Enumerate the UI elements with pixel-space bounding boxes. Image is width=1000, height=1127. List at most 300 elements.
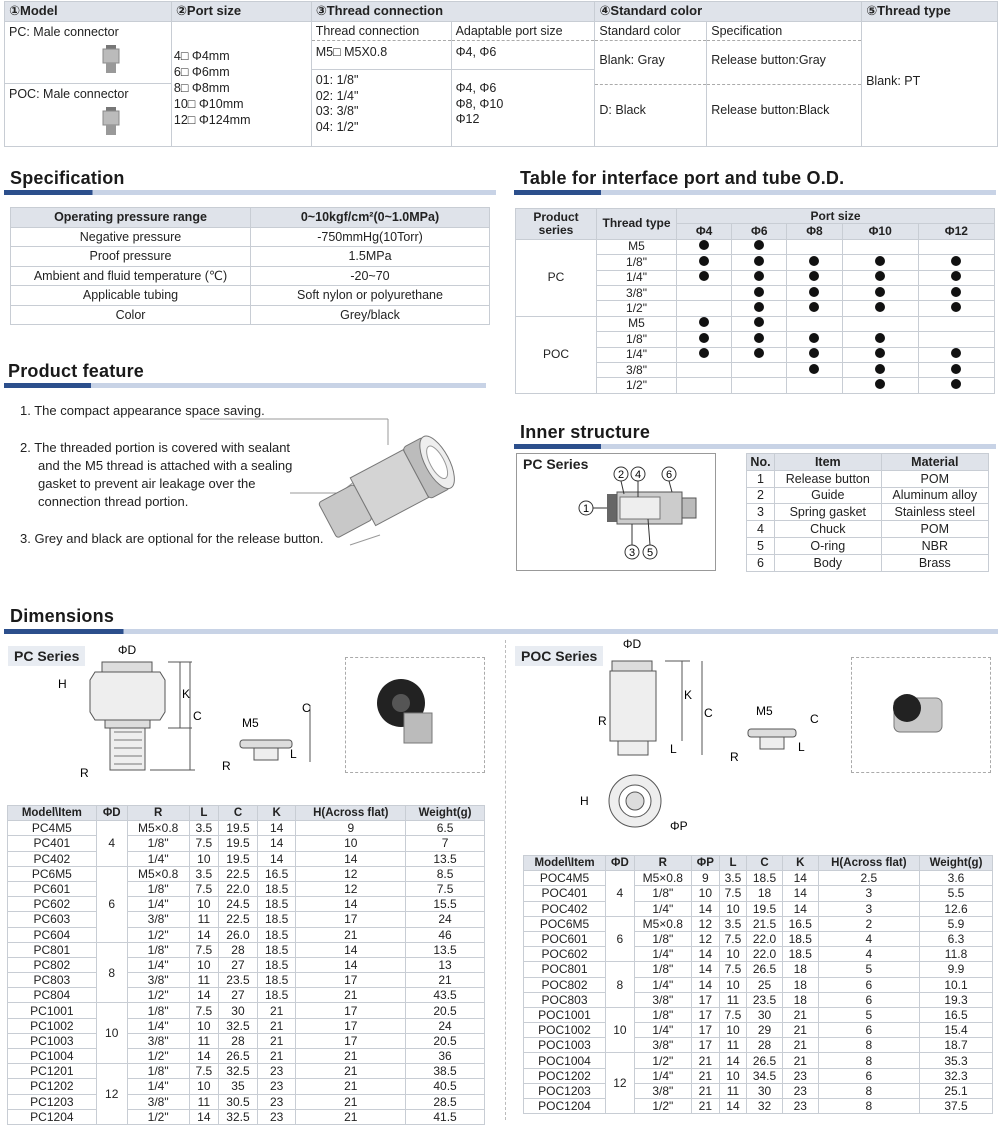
inner-cell: NBR <box>881 537 988 554</box>
compat-cell <box>787 255 842 270</box>
release-black: Release button:Black <box>711 103 830 117</box>
compat-cell <box>732 270 787 285</box>
series-label: PC Series <box>523 456 589 472</box>
compat-cell <box>677 239 732 254</box>
available-dot-icon <box>875 364 885 374</box>
thread-item: 04: 1/2" <box>315 119 359 134</box>
table-row <box>747 487 989 504</box>
dim-cell: 30 <box>747 1083 783 1098</box>
dim-cell: 17 <box>691 992 719 1007</box>
table-row <box>516 239 995 254</box>
dim-cell: 21 <box>691 1068 719 1083</box>
dim-label-k: K <box>182 687 191 701</box>
dim-cell: 6 <box>818 977 919 992</box>
model-cell: POC1003 <box>524 1038 606 1053</box>
dim-header: H(Across flat) <box>296 806 406 821</box>
model-cell: PC604 <box>8 927 97 942</box>
dim-cell: 3.5 <box>719 871 746 886</box>
inner-cell: 4 <box>747 521 775 538</box>
male-connector-icon <box>97 45 125 75</box>
dim-cell: 7.5 <box>189 1064 219 1079</box>
dim-cell: 2 <box>818 916 919 931</box>
compat-cell <box>732 316 787 331</box>
table-row <box>524 871 993 886</box>
material-header: Material <box>881 454 988 471</box>
available-dot-icon <box>754 333 764 343</box>
compat-cell <box>787 301 842 316</box>
inner-cell: Guide <box>775 487 882 504</box>
dim-cell: 10 <box>189 957 219 972</box>
m5-label-l: L <box>290 747 297 761</box>
compat-cell <box>732 285 787 300</box>
model-cell: PC1203 <box>8 1094 97 1109</box>
port-size-col: Φ4 <box>677 224 732 239</box>
port-size-item: 12□ Φ124mm <box>173 113 251 127</box>
dim-cell: 24 <box>406 912 485 927</box>
adaptable-sub-header: Adaptable port size <box>452 22 595 41</box>
dim-cell: 17 <box>296 973 406 988</box>
dim-cell: 10 <box>691 886 719 901</box>
specification-title: Specification <box>10 168 125 188</box>
table-row <box>8 1094 485 1109</box>
table-row <box>11 227 490 247</box>
dim-cell: 28 <box>219 1033 258 1048</box>
dim-cell: 7.5 <box>189 836 219 851</box>
dim-cell: 14 <box>296 897 406 912</box>
dim-cell: 14 <box>189 927 219 942</box>
table-row <box>524 1053 993 1068</box>
dim-cell: 14 <box>719 1099 746 1114</box>
thread-connection-header: ③Thread connection <box>311 2 595 22</box>
thread-type-header: ⑤Thread type <box>862 2 998 22</box>
compat-cell <box>787 239 842 254</box>
dim-cell: 3/8" <box>634 992 691 1007</box>
dim-cell: 1/4" <box>634 947 691 962</box>
poc-label-p: ΦP <box>670 819 688 833</box>
compat-cell <box>918 285 994 300</box>
port-table-title: Table for interface port and tube O.D. <box>520 168 845 188</box>
table-row <box>524 962 993 977</box>
dim-cell: 7.5 <box>719 886 746 901</box>
available-dot-icon <box>809 302 819 312</box>
dim-header: R <box>127 806 189 821</box>
m5-ports: Φ4, Φ6 <box>452 41 595 70</box>
dim-cell: 21 <box>406 973 485 988</box>
inner-cell: Brass <box>881 554 988 571</box>
thread-sub-header: Thread connection <box>312 22 451 41</box>
dim-cell: 32 <box>747 1099 783 1114</box>
compat-cell <box>918 270 994 285</box>
compat-cell <box>842 270 918 285</box>
inner-cell: Aluminum alloy <box>881 487 988 504</box>
available-dot-icon <box>809 348 819 358</box>
dim-cell: 7.5 <box>189 881 219 896</box>
available-dot-icon <box>754 256 764 266</box>
table-row <box>524 916 993 931</box>
pc-photo-icon <box>346 658 484 772</box>
dim-cell: 21.5 <box>747 916 783 931</box>
pc-photo <box>345 657 485 773</box>
section-bar <box>514 190 996 195</box>
compat-cell <box>842 378 918 393</box>
inner-cell: Release button <box>775 470 882 487</box>
spec-head-value: 0~10kgf/cm²(0~1.0MPa) <box>251 208 490 228</box>
compat-cell <box>918 301 994 316</box>
dim-header: C <box>747 856 783 871</box>
dim-label-d: ΦD <box>117 643 137 657</box>
dim-cell: 7 <box>406 836 485 851</box>
dim-cell: 14 <box>782 886 818 901</box>
dim-cell: 3.6 <box>920 871 993 886</box>
dim-cell: 10 <box>719 947 746 962</box>
available-dot-icon <box>754 240 764 250</box>
compat-cell <box>842 301 918 316</box>
pc-series-label: PC Series <box>8 646 85 666</box>
table-row <box>8 988 485 1003</box>
port-size-cell <box>171 22 311 147</box>
compat-cell <box>918 332 994 347</box>
spec-head-label: Operating pressure range <box>11 208 251 228</box>
dim-cell: 1/2" <box>127 988 189 1003</box>
dim-cell: 18.5 <box>257 973 296 988</box>
dim-cell: 9 <box>691 871 719 886</box>
dim-cell: 1/8" <box>127 881 189 896</box>
dim-cell: 17 <box>296 1018 406 1033</box>
model-cell: PC1004 <box>8 1049 97 1064</box>
inner-cell: Chuck <box>775 521 882 538</box>
release-gray: Release button:Gray <box>707 41 861 85</box>
dim-cell: 8 <box>818 1038 919 1053</box>
color-black: D: Black <box>599 103 646 117</box>
dim-cell: 12.6 <box>920 901 993 916</box>
dim-cell: 7.5 <box>189 942 219 957</box>
dim-cell: 18 <box>747 886 783 901</box>
dim-cell: 5 <box>818 962 919 977</box>
compat-cell <box>732 362 787 377</box>
dim-cell: 10 <box>189 1018 219 1033</box>
available-dot-icon <box>809 271 819 281</box>
poc-label-r: R <box>598 714 607 728</box>
dim-cell: 7.5 <box>719 1007 746 1022</box>
dim-cell: 14 <box>782 901 818 916</box>
dim-cell: 11 <box>719 1038 746 1053</box>
dim-cell: 17 <box>691 1038 719 1053</box>
dim-cell: M5×0.8 <box>634 871 691 886</box>
dim-cell: 23 <box>257 1094 296 1109</box>
dim-cell: 13.5 <box>406 942 485 957</box>
dim-cell: 10 <box>719 901 746 916</box>
dim-cell: 34.5 <box>747 1068 783 1083</box>
dim-cell: 11 <box>719 992 746 1007</box>
dim-cell: 6 <box>818 1068 919 1083</box>
dim-cell: 14 <box>257 851 296 866</box>
model-cell: PC1001 <box>8 1003 97 1018</box>
dim-cell: 32.5 <box>219 1109 258 1124</box>
compat-cell <box>677 301 732 316</box>
dim-cell: 19.5 <box>219 821 258 836</box>
dim-header: ΦD <box>96 806 127 821</box>
dim-cell: 1/4" <box>634 901 691 916</box>
model-cell: POC1001 <box>524 1007 606 1022</box>
inner-cell: 2 <box>747 487 775 504</box>
dim-cell: 37.5 <box>920 1099 993 1114</box>
dim-cell: 1/8" <box>634 962 691 977</box>
model-cell: PC1204 <box>8 1109 97 1124</box>
dim-cell: 18.5 <box>257 927 296 942</box>
dim-cell: 1/8" <box>127 1064 189 1079</box>
dim-cell: 10 <box>719 1023 746 1038</box>
inner-cell: 3 <box>747 504 775 521</box>
dim-cell: 38.5 <box>406 1064 485 1079</box>
table-row <box>524 901 993 916</box>
thread-m5: M5□ M5X0.8 <box>312 41 451 70</box>
spec-value: Grey/black <box>251 305 490 325</box>
available-dot-icon <box>809 256 819 266</box>
dim-cell: 25 <box>747 977 783 992</box>
thread-type-cell: 1/8" <box>597 332 677 347</box>
spec-label: Applicable tubing <box>11 286 251 306</box>
poc-label-h: H <box>580 794 589 808</box>
table-row <box>747 521 989 538</box>
inner-cell: POM <box>881 521 988 538</box>
available-dot-icon <box>875 379 885 389</box>
dim-cell: 18.5 <box>257 957 296 972</box>
model-cell: POC602 <box>524 947 606 962</box>
port-series-header: Product series <box>516 209 597 240</box>
inner-cell: 5 <box>747 537 775 554</box>
dim-cell: 1/4" <box>127 1079 189 1094</box>
available-dot-icon <box>754 287 764 297</box>
available-dot-icon <box>951 379 961 389</box>
table-row <box>11 286 490 306</box>
dim-cell: 17 <box>296 1003 406 1018</box>
dim-cell: 1/2" <box>634 1099 691 1114</box>
model-header: ①Model <box>5 2 172 22</box>
product-series-cell: PC <box>516 239 597 316</box>
available-dot-icon <box>875 271 885 281</box>
model-cell: POC402 <box>524 901 606 916</box>
table-row <box>8 866 485 881</box>
table-row <box>524 1007 993 1022</box>
item-header: Item <box>775 454 882 471</box>
model-cell: PC601 <box>8 881 97 896</box>
table-row <box>524 1099 993 1114</box>
poc-label-c: C <box>704 706 713 720</box>
thread-item: 03: 3/8" <box>315 104 359 118</box>
poc-series-label: POC Series <box>515 646 603 666</box>
dim-cell: 5.9 <box>920 916 993 931</box>
dim-cell: 22.0 <box>219 881 258 896</box>
dim-cell: 18.7 <box>920 1038 993 1053</box>
dim-cell: 17 <box>296 912 406 927</box>
compat-cell <box>677 316 732 331</box>
compat-cell <box>787 270 842 285</box>
compat-cell <box>732 239 787 254</box>
compat-cell <box>787 316 842 331</box>
model-cell: PC4M5 <box>8 821 97 836</box>
dim-cell: 3/8" <box>127 912 189 927</box>
dim-cell: 23 <box>257 1109 296 1124</box>
thread-type-cell: 3/8" <box>597 362 677 377</box>
dim-cell: 15.4 <box>920 1023 993 1038</box>
compat-cell <box>918 239 994 254</box>
spec-value: -750mmHg(10Torr) <box>251 227 490 247</box>
dim-cell: 12 <box>691 916 719 931</box>
color-spec-cell <box>707 22 862 147</box>
dim-cell: 6.5 <box>406 821 485 836</box>
table-row <box>11 305 490 325</box>
dim-cell: 1/4" <box>127 851 189 866</box>
dim-header: K <box>782 856 818 871</box>
table-row <box>524 1023 993 1038</box>
phi-d-cell: 8 <box>606 962 635 1008</box>
port-size-col: Φ6 <box>732 224 787 239</box>
compat-cell <box>732 301 787 316</box>
model-pc: PC: Male connector <box>9 25 119 39</box>
dim-cell: 35.3 <box>920 1053 993 1068</box>
compat-cell <box>842 255 918 270</box>
dim-cell: 21 <box>296 1064 406 1079</box>
table-row <box>11 266 490 286</box>
dim-cell: 3 <box>818 901 919 916</box>
dim-cell: 11 <box>189 1094 219 1109</box>
adaptable-port-cell <box>451 22 595 147</box>
spec-label: Ambient and fluid temperature (℃) <box>11 266 251 286</box>
dim-header: Weight(g) <box>406 806 485 821</box>
poc-label-m5: M5 <box>756 704 773 718</box>
dim-cell: 18.5 <box>257 942 296 957</box>
table-row <box>8 1018 485 1033</box>
thread-type-cell: 1/2" <box>597 378 677 393</box>
dim-cell: 6 <box>818 992 919 1007</box>
dim-cell: 21 <box>296 1094 406 1109</box>
dim-cell: 7.5 <box>719 962 746 977</box>
dim-cell: 32.5 <box>219 1064 258 1079</box>
port-size-item: 10□ Φ10mm <box>173 97 244 111</box>
dim-cell: 7.5 <box>406 881 485 896</box>
table-row <box>8 1049 485 1064</box>
dim-cell: 40.5 <box>406 1079 485 1094</box>
spec-label: Negative pressure <box>11 227 251 247</box>
inner-cell: Body <box>775 554 882 571</box>
dim-cell: 23 <box>782 1083 818 1098</box>
port-size-item: 6□ Φ6mm <box>173 65 230 79</box>
dim-cell: 14 <box>691 977 719 992</box>
available-dot-icon <box>951 364 961 374</box>
thread-type-cell: M5 <box>597 316 677 331</box>
port-size-item: 8□ Φ8mm <box>173 81 230 95</box>
dim-cell: 21 <box>257 1033 296 1048</box>
dim-cell: 22.5 <box>219 912 258 927</box>
dim-header: Weight(g) <box>920 856 993 871</box>
available-dot-icon <box>875 348 885 358</box>
male-connector-icon <box>97 107 125 137</box>
dim-cell: 18.5 <box>747 871 783 886</box>
compat-cell <box>842 332 918 347</box>
thread-type-cell: Blank: PT <box>862 22 998 147</box>
dim-cell: 11 <box>189 1033 219 1048</box>
pc-dimensions-table <box>7 805 485 1125</box>
dim-cell: 23 <box>782 1068 818 1083</box>
dim-cell: 9 <box>296 821 406 836</box>
model-cell: PC401 <box>8 836 97 851</box>
dim-cell: 8.5 <box>406 866 485 881</box>
feature-line: connection thread portion. <box>38 494 189 509</box>
color-gray: Blank: Gray <box>595 41 706 85</box>
available-dot-icon <box>809 287 819 297</box>
dim-cell: 18.5 <box>782 947 818 962</box>
table-row <box>8 912 485 927</box>
dim-cell: 16.5 <box>920 1007 993 1022</box>
dim-cell: 14 <box>782 871 818 886</box>
dim-cell: 20.5 <box>406 1033 485 1048</box>
spec-sub-header: Specification <box>707 22 861 41</box>
feature-item: 1. The compact appearance space saving. <box>20 403 265 418</box>
dim-cell: 21 <box>782 1007 818 1022</box>
dim-cell: 17 <box>691 1023 719 1038</box>
dim-cell: 14 <box>189 1049 219 1064</box>
dim-cell: 1/8" <box>634 1007 691 1022</box>
dim-header: ΦD <box>606 856 635 871</box>
table-row <box>524 1068 993 1083</box>
model-cell: POC1203 <box>524 1083 606 1098</box>
compat-cell <box>732 347 787 362</box>
dim-cell: 21 <box>296 1109 406 1124</box>
phi-d-cell: 6 <box>96 866 127 942</box>
table-row <box>8 1109 485 1124</box>
dim-cell: 26.5 <box>219 1049 258 1064</box>
inner-cell: O-ring <box>775 537 882 554</box>
available-dot-icon <box>951 287 961 297</box>
inner-cell: Stainless steel <box>881 504 988 521</box>
dim-cell: 16.5 <box>782 916 818 931</box>
dim-cell: 21 <box>782 1053 818 1068</box>
inner-structure-title: Inner structure <box>520 422 651 442</box>
dim-cell: 3 <box>818 886 919 901</box>
dim-cell: 6.3 <box>920 931 993 946</box>
model-cell: POC601 <box>524 931 606 946</box>
dim-cell: 1/4" <box>127 1018 189 1033</box>
compat-cell <box>842 362 918 377</box>
dim-cell: 1/2" <box>127 1109 189 1124</box>
spec-label: Color <box>11 305 251 325</box>
dim-cell: 25.1 <box>920 1083 993 1098</box>
table-row <box>8 942 485 957</box>
poc-m5-c: C <box>810 712 819 726</box>
dim-cell: 8 <box>818 1083 919 1098</box>
specification-table <box>10 207 490 325</box>
callout-4: 4 <box>634 469 642 481</box>
dim-cell: 1/2" <box>127 927 189 942</box>
dim-cell: 1/4" <box>634 1023 691 1038</box>
dim-cell: 24 <box>406 1018 485 1033</box>
dim-cell: 1/4" <box>127 957 189 972</box>
poc-label-l: L <box>670 742 677 756</box>
table-row <box>524 977 993 992</box>
compat-cell <box>787 378 842 393</box>
dim-cell: 1/4" <box>634 1068 691 1083</box>
dim-cell: 1/4" <box>127 897 189 912</box>
dim-cell: 30 <box>219 1003 258 1018</box>
compat-cell <box>677 347 732 362</box>
model-cell: POC401 <box>524 886 606 901</box>
dim-header: C <box>219 806 258 821</box>
adaptable-port: Φ12 <box>455 112 480 126</box>
table-row <box>8 973 485 988</box>
poc-dimension-drawing <box>570 635 850 835</box>
compat-cell <box>677 378 732 393</box>
model-cell: POC1204 <box>524 1099 606 1114</box>
